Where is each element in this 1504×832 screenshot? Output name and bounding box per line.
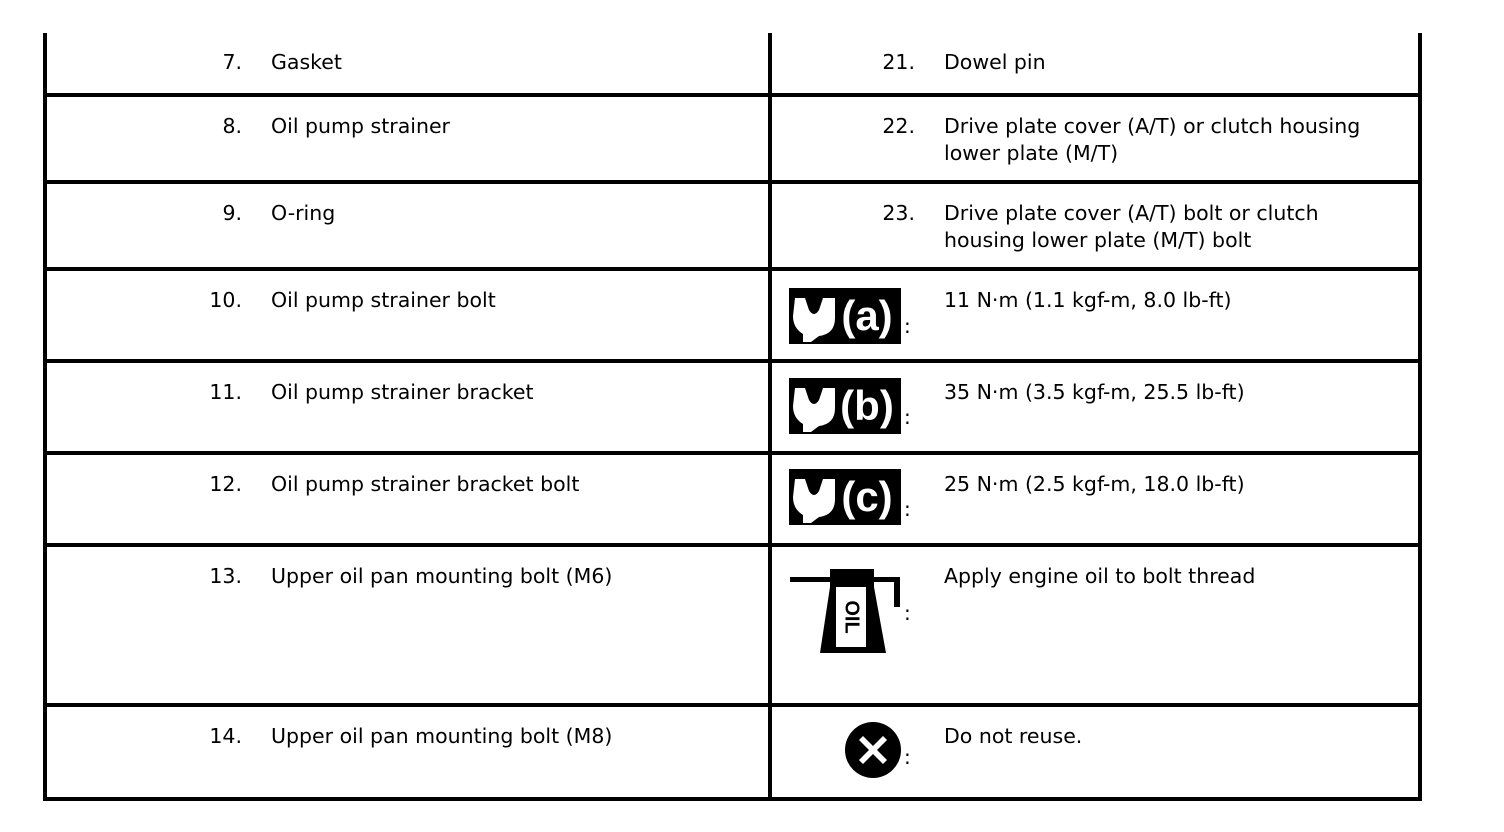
table-row	[45, 33, 1420, 95]
torque-wrench-c-icon	[789, 469, 901, 525]
part-description: Oil pump strainer	[271, 114, 450, 138]
part-cell	[45, 95, 770, 182]
part-number: 14.	[209, 724, 242, 748]
separator: :	[904, 405, 911, 429]
part-description: Drive plate cover (A/T) bolt or clutch housing lower plate (M/T) bolt	[944, 201, 1319, 252]
oil-can-icon	[790, 565, 902, 657]
separator: :	[904, 601, 911, 625]
table-row	[45, 545, 1420, 705]
oil-instruction: Apply engine oil to bolt thread	[944, 564, 1256, 588]
parts-legend-table	[43, 33, 1422, 801]
part-number: 21.	[882, 50, 915, 74]
reuse-cell	[770, 705, 1420, 799]
part-cell	[45, 182, 770, 269]
part-description: Oil pump strainer bracket	[271, 380, 534, 404]
torque-spec: 11 N·m (1.1 kgf-m, 8.0 lb-ft)	[944, 288, 1232, 312]
part-cell	[45, 453, 770, 545]
torque-cell	[770, 453, 1420, 545]
part-description: Dowel pin	[944, 50, 1046, 74]
part-cell	[45, 545, 770, 705]
torque-spec: 25 N·m (2.5 kgf-m, 18.0 lb-ft)	[944, 472, 1245, 496]
part-number: 12.	[209, 472, 242, 496]
part-number: 8.	[222, 114, 242, 138]
part-number: 22.	[882, 114, 915, 138]
table-row	[45, 453, 1420, 545]
oil-label: OIL	[840, 600, 863, 634]
part-cell	[45, 705, 770, 799]
part-description: Oil pump strainer bolt	[271, 288, 496, 312]
reuse-instruction: Do not reuse.	[944, 724, 1083, 748]
torque-letter: (a)	[841, 292, 893, 339]
table-row	[45, 95, 1420, 182]
torque-wrench-a-icon	[789, 288, 901, 344]
torque-cell	[770, 269, 1420, 361]
torque-cell	[770, 361, 1420, 453]
part-number: 23.	[882, 201, 915, 225]
part-number: 7.	[222, 50, 242, 74]
table-row	[45, 361, 1420, 453]
part-cell	[770, 95, 1420, 182]
torque-letter: (c)	[841, 473, 893, 520]
oil-cell	[770, 545, 1420, 705]
part-cell	[45, 33, 770, 95]
torque-wrench-b-icon	[789, 378, 901, 434]
separator: :	[904, 314, 911, 338]
do-not-reuse-icon	[844, 721, 902, 779]
part-description: Oil pump strainer bracket bolt	[271, 472, 580, 496]
table-row	[45, 269, 1420, 361]
part-cell	[45, 269, 770, 361]
part-description: Upper oil pan mounting bolt (M6)	[271, 564, 613, 588]
part-description: Gasket	[271, 50, 342, 74]
part-description: Drive plate cover (A/T) or clutch housing lower plate (M/T)	[944, 114, 1361, 165]
torque-spec: 35 N·m (3.5 kgf-m, 25.5 lb-ft)	[944, 380, 1245, 404]
torque-letter: (b)	[840, 382, 894, 429]
part-number: 11.	[209, 380, 242, 404]
part-number: 13.	[209, 564, 242, 588]
table-row	[45, 705, 1420, 799]
table-row	[45, 182, 1420, 269]
part-cell	[770, 182, 1420, 269]
part-cell	[770, 33, 1420, 95]
part-description: O-ring	[271, 201, 336, 225]
separator: :	[904, 497, 911, 521]
separator: :	[904, 745, 911, 769]
part-number: 10.	[209, 288, 242, 312]
part-number: 9.	[222, 201, 242, 225]
part-description: Upper oil pan mounting bolt (M8)	[271, 724, 613, 748]
part-cell	[45, 361, 770, 453]
